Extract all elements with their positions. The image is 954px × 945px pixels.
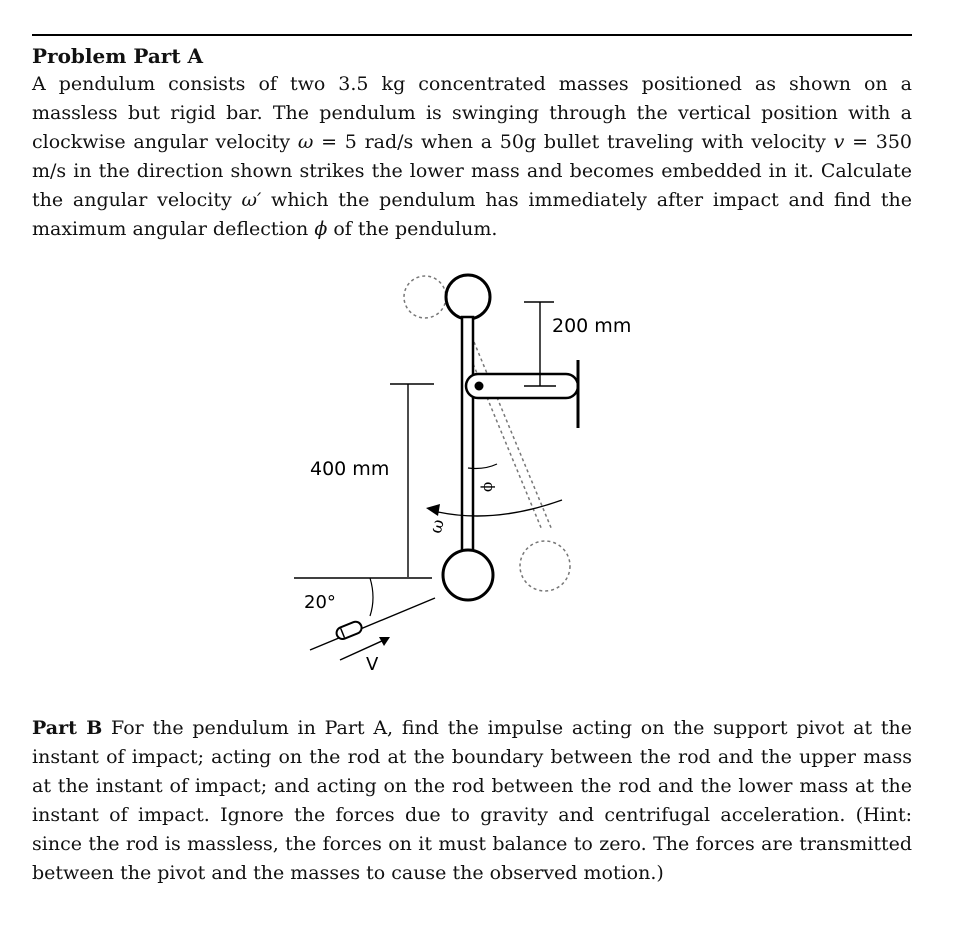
pendulum-rod bbox=[462, 317, 473, 552]
part-a-seg2: = 5 rad/s when a 50g bullet traveling with velocity bbox=[313, 131, 834, 153]
part-a-seg1: A pendulum consists of two 3.5 kg concentrated masses positioned as shown on a massless but rigid bar. The pendulum is swinging through the vertical position with a clockwise angular velocity bbox=[32, 73, 912, 153]
label-400mm: 400 mm bbox=[310, 458, 390, 480]
upper-mass bbox=[446, 275, 490, 319]
part-a-text bbox=[32, 70, 912, 244]
label-20deg: 20° bbox=[304, 592, 336, 613]
angle-arc bbox=[370, 578, 373, 616]
deflected-pendulum bbox=[404, 276, 570, 591]
label-v: V bbox=[366, 654, 379, 675]
label-omega: ω bbox=[426, 517, 449, 536]
top-rule bbox=[32, 34, 912, 36]
omega-arrow-head bbox=[426, 504, 440, 516]
omega-symbol: ω bbox=[297, 131, 314, 153]
omega-prime-symbol: ω′ bbox=[241, 189, 262, 211]
part-b-body: For the pendulum in Part A, find the impulse acting on the support pivot at the instant of impact; acting on the rod at the boundary between the rod and the upper mass at the instant of impact; and acting on the rod between the rod and the lower mass at the instant of impact. Ignore the forces due to gravity and centrifugal acceleration. (Hint: since the rod is massless, the forces on it must balance to zero. The forces are transmitted between the pivot and the masses to cause the observed motion.) bbox=[32, 717, 912, 884]
part-b-text bbox=[32, 714, 912, 888]
part-b-heading: Part B bbox=[32, 717, 103, 739]
part-a-seg5: of the pendulum. bbox=[327, 218, 498, 240]
part-a-seg4: which the pendulum has immediately after impact and find the maximum angular deflection bbox=[32, 189, 912, 240]
lower-mass bbox=[443, 550, 493, 600]
pendulum-figure bbox=[280, 262, 680, 682]
part-a-heading: Problem Part A bbox=[32, 44, 204, 68]
pivot-pin bbox=[475, 382, 484, 391]
label-phi: ϕ bbox=[478, 481, 496, 492]
phi-symbol: ϕ bbox=[314, 218, 328, 240]
bullet bbox=[335, 620, 364, 641]
label-200mm: 200 mm bbox=[552, 315, 632, 337]
omega-arc bbox=[438, 500, 562, 516]
velocity-symbol: v bbox=[833, 131, 845, 153]
part-a-seg3: = 350 m/s in the direction shown strikes the lower mass and becomes embedded in it. Calculate the angular velocity bbox=[32, 131, 912, 211]
dim-400 bbox=[390, 384, 434, 577]
